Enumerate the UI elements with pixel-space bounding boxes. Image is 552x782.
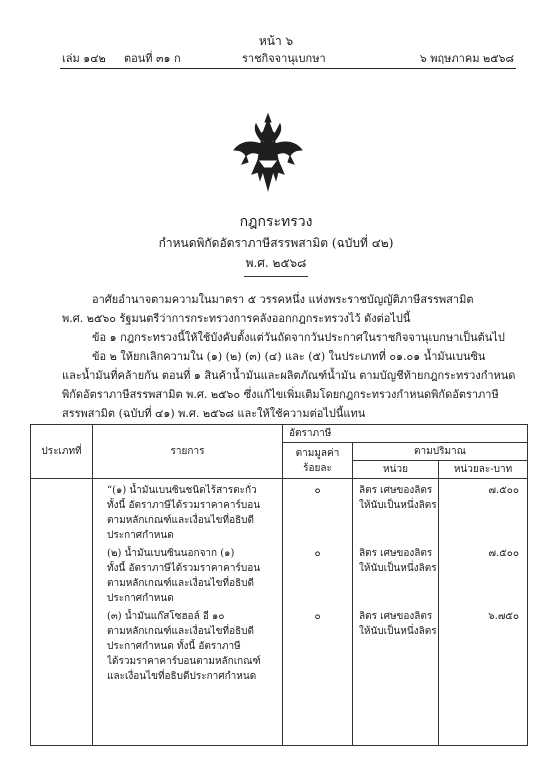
header-per-unit: หน่วยละ-บาท	[439, 461, 528, 479]
item-3-line-2: ตามหลักเกณฑ์และเงื่อนไขที่อธิบดี	[107, 626, 255, 637]
item-2-line-2: ทั้งนี้ อัตราภาษีได้รวมราคาคาร์บอน	[107, 563, 261, 574]
header-by-quantity: ตามปริมาณ	[353, 443, 528, 461]
gazette-name: ราชกิจจานุเบกษา	[242, 52, 326, 65]
item-3-line-3: ประกาศกำหนด ทั้งนี้ อัตราภาษี	[107, 641, 241, 652]
item-1-line-4: ประกาศกำหนด	[107, 530, 174, 541]
category-cell	[31, 479, 93, 746]
header-ad-valorem	[283, 443, 353, 479]
row-3-unit-line-1: ลิตร เศษของลิตร	[359, 611, 433, 622]
header-rule	[60, 68, 516, 69]
item-1	[107, 483, 280, 543]
item-3-line-4: ได้รวมราคาคาร์บอนตามหลักเกณฑ์	[107, 656, 261, 667]
row-2-unit-line-1: ลิตร เศษของลิตร	[359, 548, 433, 559]
row-1-per-unit: ๗.๕๐๐	[488, 485, 520, 496]
clause-1: ข้อ ๑ กฎกระทรวงนี้ให้ใช้บังคับตั้งแต่วันถัดจากวันประกาศในราชกิจจานุเบกษาเป็นต้นไป	[92, 331, 505, 344]
item-3-line-1: (๓) น้ำมันแก๊สโซฮอล์ อี ๑๐	[107, 611, 225, 622]
row-1-unit-line-2: ให้นับเป็นหนึ่งลิตร	[359, 500, 437, 511]
header-ad-valorem-line-2: ร้อยละ	[303, 462, 332, 474]
row-2-unit-line-2: ให้นับเป็นหนึ่งลิตร	[359, 563, 437, 574]
table-body-row	[31, 479, 528, 746]
row-3-ad-valorem: ๐	[314, 611, 321, 622]
row-3-per-unit: ๖.๗๕๐	[488, 611, 520, 622]
clause-2-line-2: และน้ำมันที่คล้ายกัน ตอนที่ ๑ สินค้าน้ำมันและผลิตภัณฑ์น้ำมัน ตามบัญชีท้ายกฎกระทรวงกำหนด	[62, 369, 516, 382]
item-1-line-3: ตามหลักเกณฑ์และเงื่อนไขที่อธิบดี	[107, 515, 255, 526]
preamble-line-1: อาศัยอำนาจตามความในมาตรา ๕ วรรคหนึ่ง แห่งพระราชบัญญัติภาษีสรรพสามิต	[92, 293, 474, 306]
row-1-ad-valorem: ๐	[314, 485, 321, 496]
items-cell	[93, 479, 283, 746]
clause-2-line-1: ข้อ ๒ ให้ยกเลิกความใน (๑) (๒) (๓) (๔) และ (๕) ในประเภทที่ ๐๑.๐๑ น้ำมันเบนซิน	[92, 350, 486, 363]
document-title: กฎกระทรวง	[239, 214, 313, 230]
document-year: พ.ศ. ๒๕๖๘	[245, 256, 307, 270]
row-2-per-unit: ๗.๕๐๐	[488, 548, 520, 559]
volume-number: เล่ม ๑๔๒	[62, 52, 106, 65]
gazette-header-line	[62, 49, 514, 67]
item-1-line-2: ทั้งนี้ อัตราภาษีได้รวมราคาคาร์บอน	[107, 500, 261, 511]
per-unit-cell	[439, 479, 528, 746]
header-items: รายการ	[93, 425, 283, 479]
section-number: ตอนที่ ๓๑ ก	[124, 52, 181, 65]
header-tax-rate: อัตราภาษี	[283, 425, 528, 443]
item-2-line-3: ตามหลักเกณฑ์และเงื่อนไขที่อธิบดี	[107, 578, 255, 589]
garuda-emblem-icon	[232, 112, 304, 192]
item-1-line-1: “(๑) น้ำมันเบนซินชนิดไร้สารตะกั่ว	[107, 485, 257, 496]
title-underline	[244, 276, 308, 277]
header-category: ประเภทที่	[31, 425, 93, 479]
row-1-unit-line-1: ลิตร เศษของลิตร	[359, 485, 433, 496]
item-3	[107, 609, 280, 684]
row-2-ad-valorem: ๐	[314, 548, 321, 559]
unit-cell	[353, 479, 439, 746]
clause-2-line-4: สรรพสามิต (ฉบับที่ ๔๑) พ.ศ. ๒๕๖๘ และให้ใช้ความต่อไปนี้แทน	[62, 407, 366, 420]
item-3-line-5: และเงื่อนไขที่อธิบดีประกาศกำหนด	[107, 671, 257, 682]
preamble-line-2: พ.ศ. ๒๕๖๐ รัฐมนตรีว่าการกระทรวงการคลังออกกฎกระทรวงไว้ ดังต่อไปนี้	[62, 312, 411, 325]
item-2-line-1: (๒) น้ำมันเบนซินนอกจาก (๑)	[107, 548, 235, 559]
item-2	[107, 546, 280, 606]
clause-2-line-3: พิกัดอัตราภาษีสรรพสามิต พ.ศ. ๒๕๖๐ ซึ่งแก้ไขเพิ่มเติมโดยกฎกระทรวงกำหนดพิกัดอัตราภาษี	[62, 388, 499, 401]
header-unit: หน่วย	[353, 461, 439, 479]
page-number: หน้า ๖	[258, 34, 294, 48]
row-3-unit-line-2: ให้นับเป็นหนึ่งลิตร	[359, 626, 437, 637]
header-ad-valorem-line-1: ตามมูลค่า	[295, 447, 340, 459]
gazette-date: ๖ พฤษภาคม ๒๕๖๘	[419, 52, 514, 65]
ad-valorem-cell	[283, 479, 353, 746]
item-2-line-4: ประกาศกำหนด	[107, 593, 174, 604]
document-subtitle: กำหนดพิกัดอัตราภาษีสรรพสามิต (ฉบับที่ ๔๒)	[158, 236, 394, 250]
tariff-table	[30, 424, 528, 746]
